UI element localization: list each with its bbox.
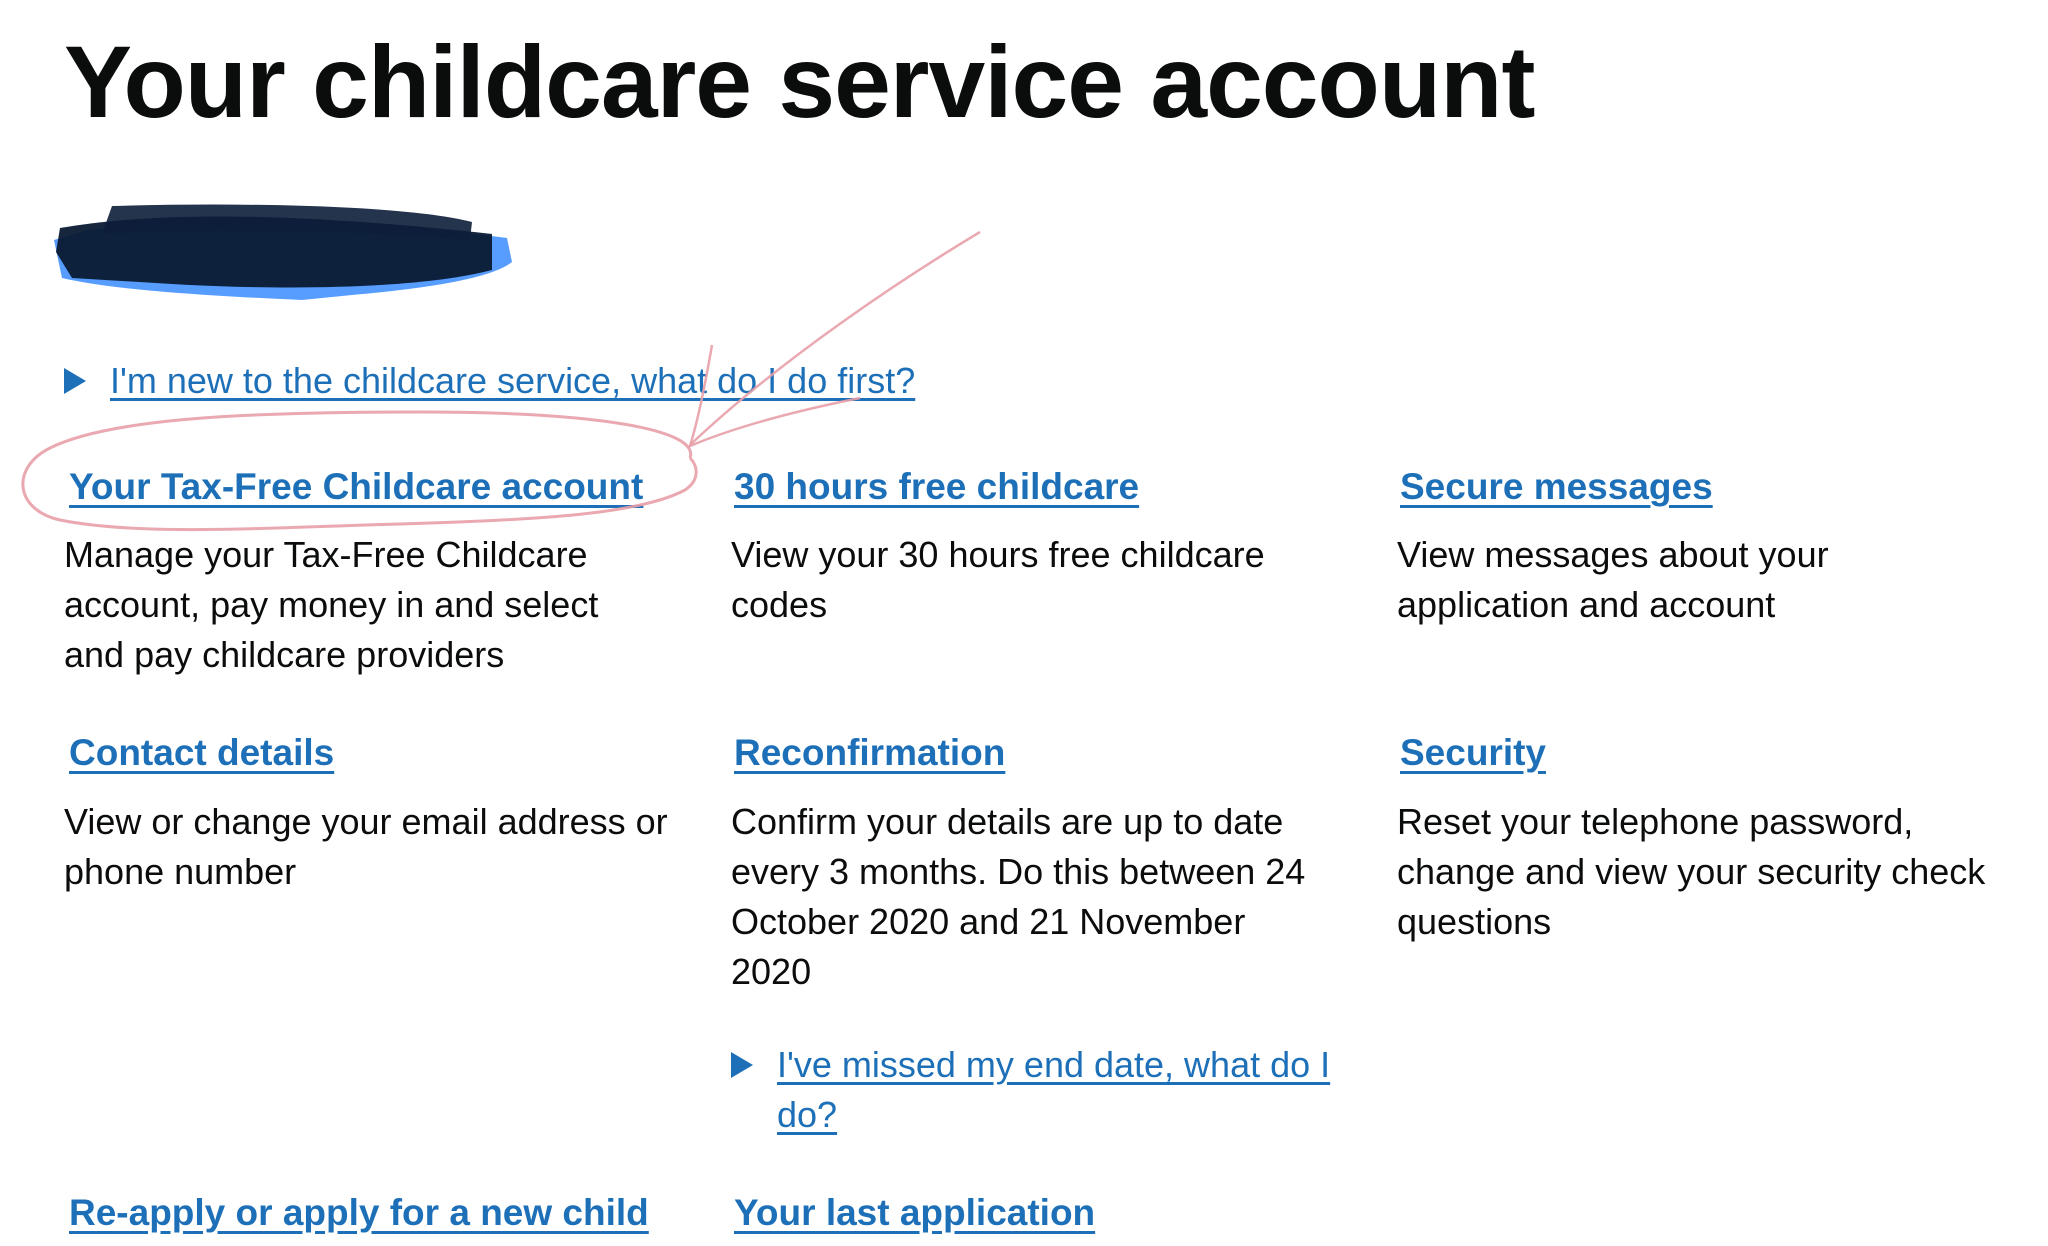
triangle-right-icon <box>64 368 86 394</box>
redaction-scribble <box>52 200 522 310</box>
tax-free-childcare-account-link[interactable]: Your Tax-Free Childcare account <box>69 466 644 507</box>
missed-end-date-link[interactable]: I've missed my end date, what do I do? <box>777 1044 1331 1135</box>
tax-free-childcare-account-description: Manage your Tax-Free Childcare account, pay money in and select and pay childcare providers <box>64 534 599 675</box>
reconfirmation-link[interactable]: Reconfirmation <box>734 732 1006 773</box>
reapply-new-child-link[interactable]: Re-apply or apply for a new child <box>69 1192 649 1233</box>
security-description: Reset your telephone password, change and view your security check questions <box>1397 801 1986 942</box>
details-new-to-service[interactable] <box>64 356 1064 406</box>
details-missed-end-date[interactable] <box>731 1040 1331 1140</box>
new-to-service-link[interactable]: I'm new to the childcare service, what do I do first? <box>110 360 916 401</box>
security-link[interactable]: Security <box>1400 732 1547 773</box>
triangle-right-icon <box>731 1052 753 1078</box>
contact-details-description: View or change your email address or phone number <box>64 801 668 892</box>
reconfirmation-description: Confirm your details are up to date every 3 months. Do this between 24 October 2020 and 21 November 2020 <box>731 801 1306 992</box>
secure-messages-description: View messages about your application and account <box>1397 534 1829 625</box>
last-application-link[interactable]: Your last application <box>734 1192 1096 1233</box>
thirty-hours-free-childcare-description: View your 30 hours free childcare codes <box>731 534 1265 625</box>
contact-details-link[interactable]: Contact details <box>69 732 335 773</box>
secure-messages-link[interactable]: Secure messages <box>1400 466 1713 507</box>
thirty-hours-free-childcare-link[interactable]: 30 hours free childcare <box>734 466 1140 507</box>
page-title: Your childcare service account <box>64 25 1535 139</box>
